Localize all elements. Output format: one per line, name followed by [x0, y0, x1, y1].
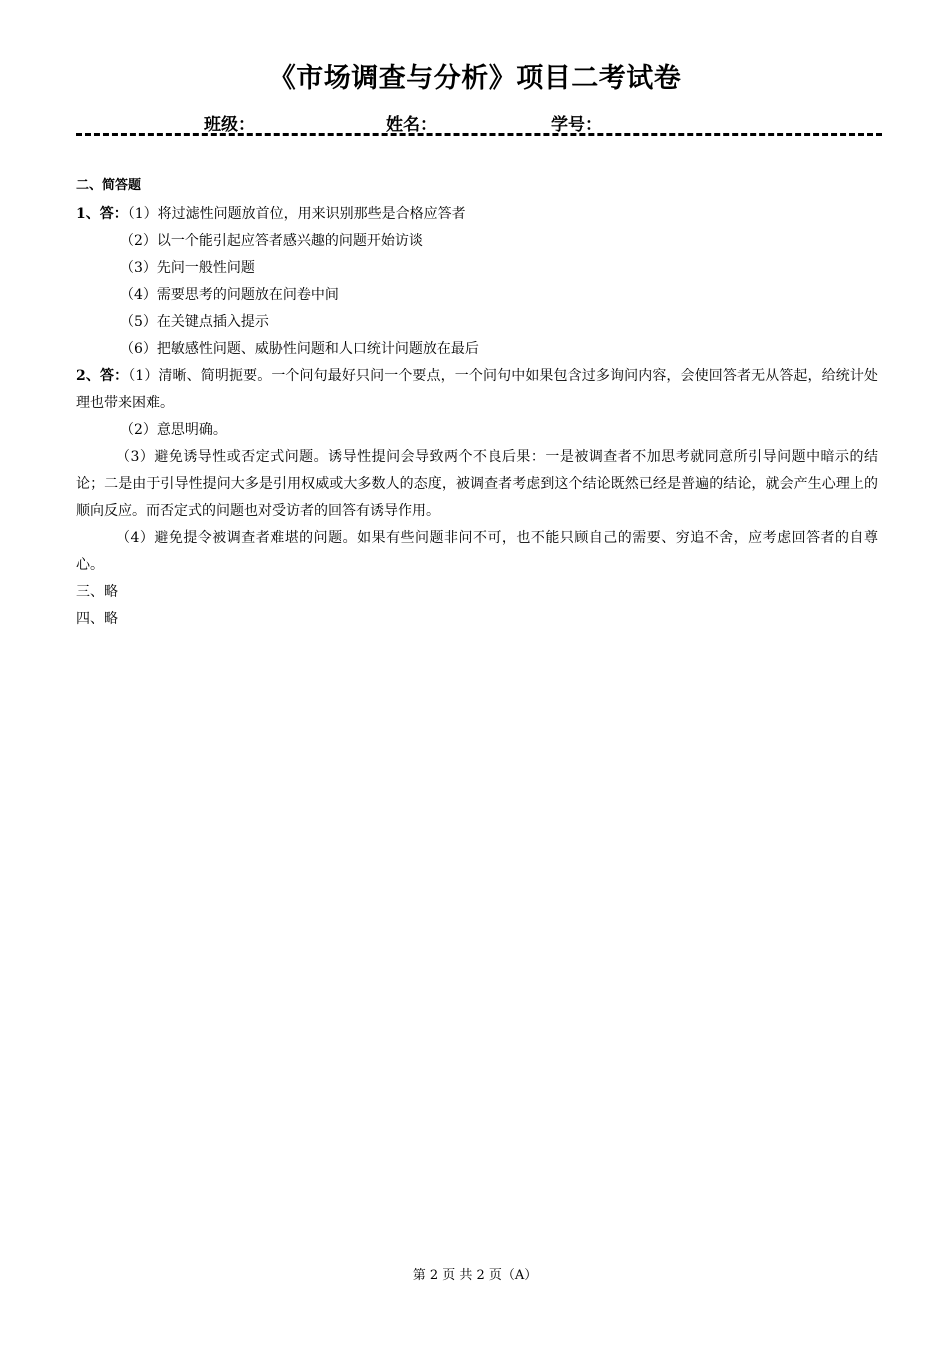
q2-point-3: （3）避免诱导性或否定式问题。诱导性提问会导致两个不良后果：一是被调查者不加思考就同意所引导问题中暗示的结论；二是由于引导性提问大多是引用权威或大多数人的态度，被调查者考虑到这个结论既然已经是普遍的结论，就会产生心理上的顺向反应。而否定式的问题也对受访者的回答有诱导作用。: [76, 449, 878, 519]
section-3: 三、略: [76, 584, 118, 600]
q1-item-1: （1）将过滤性问题放首位，用来识别那些是合格应答者: [127, 206, 466, 222]
section-4: 四、略: [76, 611, 118, 627]
class-label: 班级：: [204, 115, 255, 135]
q2-paragraph-1: [76, 363, 878, 417]
q1-item-2: （2）以一个能引起应答者感兴趣的问题开始访谈: [120, 233, 423, 249]
student-info-row: [0, 110, 950, 134]
q2-point-2: （2）意思明确。: [120, 422, 227, 438]
answer-body: [76, 172, 878, 633]
q1-line-1: [76, 201, 878, 228]
q2-number: 2、答：: [76, 368, 129, 384]
section-2-heading: 二、简答题: [76, 178, 142, 193]
name-label: 姓名：: [386, 115, 437, 135]
q2-point-4: （4）避免提令被调查者难堪的问题。如果有些问题非问不可，也不能只顾自己的需要、穷追不舍，应考虑回答者的自尊心。: [76, 530, 878, 573]
student-id-label: 学号：: [551, 115, 602, 135]
page-footer: 第 2 页 共 2 页（A）: [412, 1268, 538, 1283]
q1-item-3: （3）先问一般性问题: [120, 260, 255, 276]
q1-item-5: （5）在关键点插入提示: [120, 314, 269, 330]
q1-number: 1、答：: [76, 206, 128, 222]
q2-point-1: （1）清晰、简明扼要。一个问句最好只问一个要点，一个问句中如果包含过多询问内容，会使回答者无从答起，给统计处理也带来困难。: [76, 368, 878, 411]
q1-item-6: （6）把敏感性问题、威胁性问题和人口统计问题放在最后: [120, 341, 479, 357]
page-title: 《市场调查与分析》项目二考试卷: [268, 63, 682, 94]
q1-item-4: （4）需要思考的问题放在问卷中间: [120, 287, 339, 303]
dashed-divider: [76, 133, 882, 136]
